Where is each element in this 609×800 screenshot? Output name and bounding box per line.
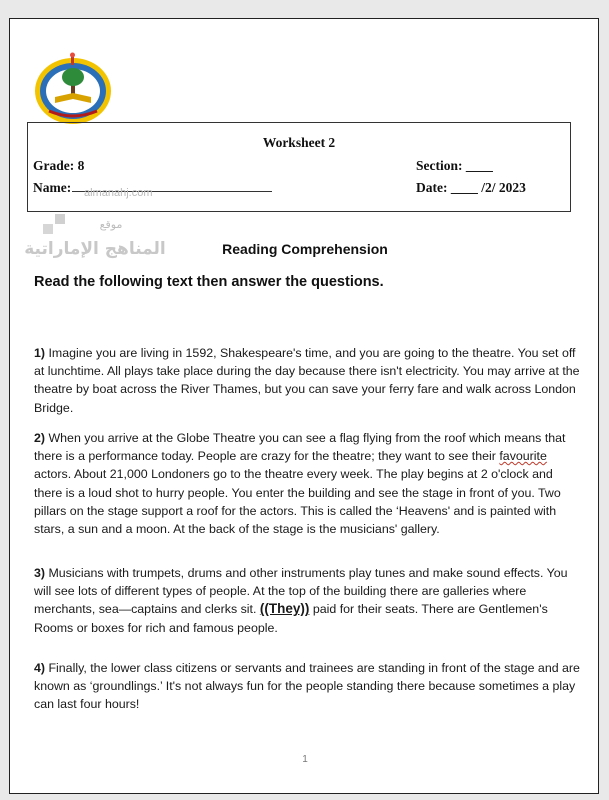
paragraph-text: paid for their seats. There are Gentlemen's Rooms or boxes for rich and famous people. — [34, 602, 548, 635]
paragraph-text: Finally, the lower class citizens or servants and trainees are standing in front of the stage and are known as ‘groundlings.’ It's not always fun for the people standing there because sometimes a play can last four hours! — [34, 661, 580, 712]
section-field: Section: ____ — [416, 158, 493, 173]
grade-label: Grade: 8 — [33, 158, 85, 173]
instruction-text: Read the following text then answer the questions. — [34, 274, 384, 290]
paragraph-text: Musicians with trumpets, drums and other instruments play tunes and make sound effects. You will see lots of different types of people. At the top of the building there are galleries where merchants, sea—captains and clerks sit. — [34, 566, 568, 617]
paragraph-text: When you arrive at the Globe Theatre you can see a flag flying from the roof which means that there is a performance today. People are crazy for the theatre; they want to see their — [34, 431, 566, 464]
paragraph-number: 4) — [34, 661, 46, 675]
paragraph-number: 3) — [34, 566, 46, 580]
school-logo — [31, 51, 115, 127]
paragraph-2 — [34, 429, 582, 538]
paragraph-1 — [34, 344, 582, 417]
paragraph-4 — [34, 659, 582, 714]
worksheet-title: Worksheet 2 — [262, 135, 336, 150]
paragraph-3 — [34, 564, 582, 637]
paragraph-number: 1) — [34, 346, 46, 360]
highlighted-word: ((They)) — [259, 601, 310, 617]
paragraph-number: 2) — [34, 431, 46, 445]
worksheet-page — [9, 18, 599, 794]
name-label: Name: — [33, 180, 72, 195]
paragraph-text: actors. About 21,000 Londoners go to the theatre every week. The play begins at 2 o'clock and there is a loud shot to hurry people. You enter the building and see the stage in front of you. Two pillars on the stage support a roof for the actors. This is called the ‘Heavens' and is painted with stars, a sun and a moon. At the back of the stage is the musicians' gallery. — [34, 467, 561, 537]
section-title: Reading Comprehension — [222, 241, 388, 257]
watermark-arabic-line2: المناهج الإماراتية — [24, 239, 166, 259]
date-field: Date: ____ /2/ 2023 — [416, 180, 526, 195]
page-number: 1 — [302, 754, 308, 765]
paragraph-text: Imagine you are living in 1592, Shakespeare's time, and you are going to the theatre. You set off at lunchtime. All plays take place during the day because there isn't electricity. You may arrive at the theatre by boat across the River Thames, but you can save your ferry fare and walk across London Bridge. — [34, 346, 580, 415]
watermark-arabic-line1: موقع — [99, 218, 123, 231]
watermark-url: almanahj.com — [84, 187, 153, 199]
spellcheck-word: favourite — [499, 449, 547, 464]
